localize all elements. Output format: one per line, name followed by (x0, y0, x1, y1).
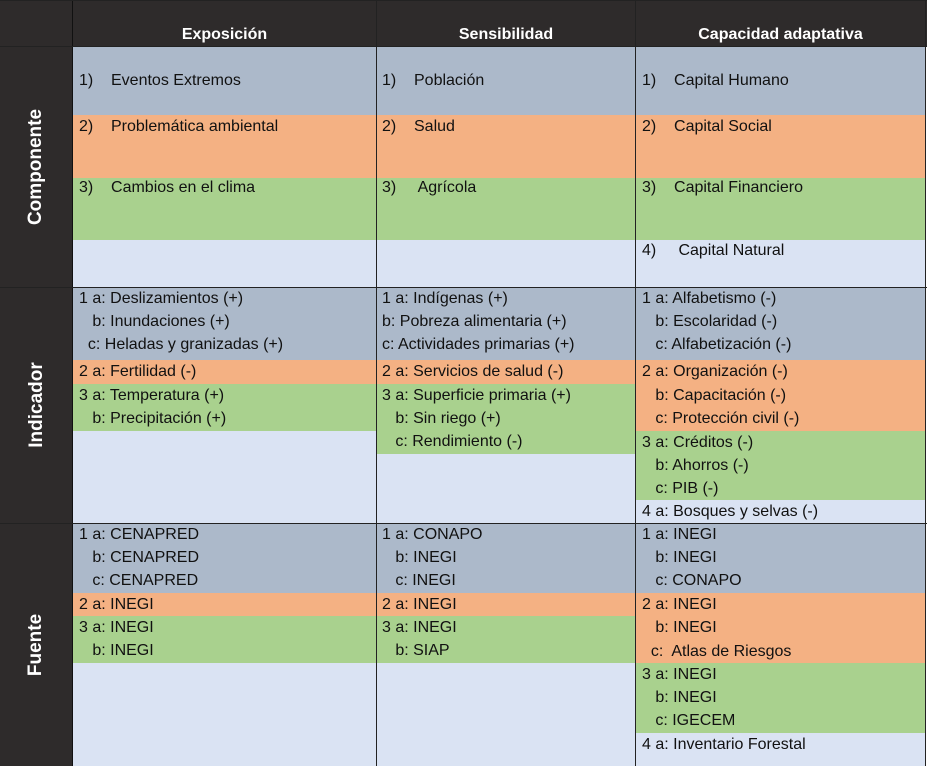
fuente-capacidad-line: b: INEGI (642, 689, 717, 706)
row-label-componente: Componente (25, 108, 47, 226)
fuente-capacidad-line: c: CONAPO (642, 572, 742, 589)
indicador-exposicion-line: 2 a: Fertilidad (-) (79, 363, 197, 380)
indicador-capacidad-line: b: Escolaridad (-) (642, 313, 778, 330)
indicador-exposicion-line: 1 a: Deslizamientos (+) (79, 290, 244, 307)
fuente-sensibilidad-line: c: INEGI (382, 572, 456, 589)
indicador-capacidad-line: b: Capacitación (-) (642, 387, 787, 404)
indicador-sensibilidad-line: c: Actividades primarias (+) (382, 336, 575, 353)
indicador-capacidad-line: c: Alfabetización (-) (642, 336, 792, 353)
grid-line (0, 46, 927, 47)
indicador-capacidad-line: 3 a: Créditos (-) (642, 434, 754, 451)
componente-capacidad-item: 1) Capital Humano (642, 72, 789, 89)
fuente-capacidad-line: b: INEGI (642, 549, 717, 566)
fuente-exposicion-line: b: INEGI (79, 642, 154, 659)
indicador-sensibilidad-line: b: Sin riego (+) (382, 410, 501, 427)
indicador-sensibilidad-empty (377, 454, 635, 523)
fuente-sensibilidad-empty (377, 663, 635, 766)
indicador-exposicion-empty (73, 431, 376, 523)
indicador-sensibilidad-line: b: Pobreza alimentaria (+) (382, 313, 567, 330)
grid-line (376, 0, 377, 766)
grid-line (0, 287, 927, 288)
componente-exposicion-item: 1) Eventos Extremos (79, 72, 241, 89)
fuente-capacidad-line: c: IGECEM (642, 712, 736, 729)
componente-capacidad-item: 3) Capital Financiero (642, 179, 803, 196)
fuente-capacidad-line: 1 a: INEGI (642, 526, 717, 543)
fuente-sensibilidad-line: b: INEGI (382, 549, 457, 566)
indicador-sensibilidad-line: 1 a: Indígenas (+) (382, 290, 508, 307)
fuente-sensibilidad-line: 1 a: CONAPO (382, 526, 483, 543)
row-label-indicador: Indicador (25, 362, 47, 448)
componente-capacidad-item: 4) Capital Natural (642, 242, 785, 259)
fuente-sensibilidad-line: b: SIAP (382, 642, 450, 659)
fuente-capacidad-line: 3 a: INEGI (642, 666, 717, 683)
row-label-fuente: Fuente (25, 613, 47, 676)
fuente-capacidad-line: 2 a: INEGI (642, 596, 717, 613)
fuente-exposicion-empty (73, 663, 376, 766)
grid-line (0, 523, 927, 524)
fuente-exposicion-line: b: CENAPRED (79, 549, 200, 566)
indicador-exposicion-line: b: Inundaciones (+) (79, 313, 230, 330)
indicador-capacidad-line: 4 a: Bosques y selvas (-) (642, 503, 819, 520)
column-header-exposicion: Exposición (181, 26, 268, 43)
fuente-capacidad-line: c: Atlas de Riesgos (642, 643, 792, 660)
fuente-exposicion-line: c: CENAPRED (79, 572, 199, 589)
componente-sensibilidad-empty (377, 240, 635, 287)
fuente-exposicion-line: 1 a: CENAPRED (79, 526, 200, 543)
grid-line (635, 0, 636, 766)
fuente-sensibilidad-line: 3 a: INEGI (382, 619, 457, 636)
indicador-sensibilidad-line: 3 a: Superficie primaria (+) (382, 387, 571, 404)
indicador-exposicion-line: b: Precipitación (+) (79, 410, 227, 427)
fuente-exposicion-line: 3 a: INEGI (79, 619, 154, 636)
componente-sensibilidad-item: 2) Salud (382, 118, 455, 135)
fuente-capacidad-line: b: INEGI (642, 619, 717, 636)
componente-capacidad-item: 2) Capital Social (642, 118, 772, 135)
column-header-capacidad: Capacidad adaptativa (698, 26, 863, 43)
indicador-sensibilidad-line: c: Rendimiento (-) (382, 433, 523, 450)
column-header-sensibilidad: Sensibilidad (458, 26, 554, 43)
indicador-capacidad-line: c: PIB (-) (642, 480, 719, 497)
grid-line (72, 0, 73, 766)
indicador-capacidad-line: 1 a: Alfabetismo (-) (642, 290, 777, 307)
indicador-exposicion-line: 3 a: Temperatura (+) (79, 387, 225, 404)
indicador-capacidad-line: b: Ahorros (-) (642, 457, 749, 474)
fuente-sensibilidad-line: 2 a: INEGI (382, 596, 457, 613)
componente-exposicion-item: 3) Cambios en el clima (79, 179, 256, 196)
indicador-capacidad-line: c: Protección civil (-) (642, 410, 800, 427)
fuente-capacidad-line: 4 a: Inventario Forestal (642, 736, 806, 753)
grid-line (0, 0, 927, 1)
componente-sensibilidad-item: 1) Población (382, 72, 485, 89)
componente-exposicion-item: 2) Problemática ambiental (79, 118, 279, 135)
indicador-exposicion-line: c: Heladas y granizadas (+) (79, 336, 284, 353)
grid-line (925, 0, 926, 766)
componente-sensibilidad-item: 3) Agrícola (382, 179, 477, 196)
fuente-exposicion-line: 2 a: INEGI (79, 596, 154, 613)
indicador-sensibilidad-line: 2 a: Servicios de salud (-) (382, 363, 564, 380)
indicador-capacidad-line: 2 a: Organización (-) (642, 363, 788, 380)
componente-exposicion-empty (73, 240, 376, 287)
